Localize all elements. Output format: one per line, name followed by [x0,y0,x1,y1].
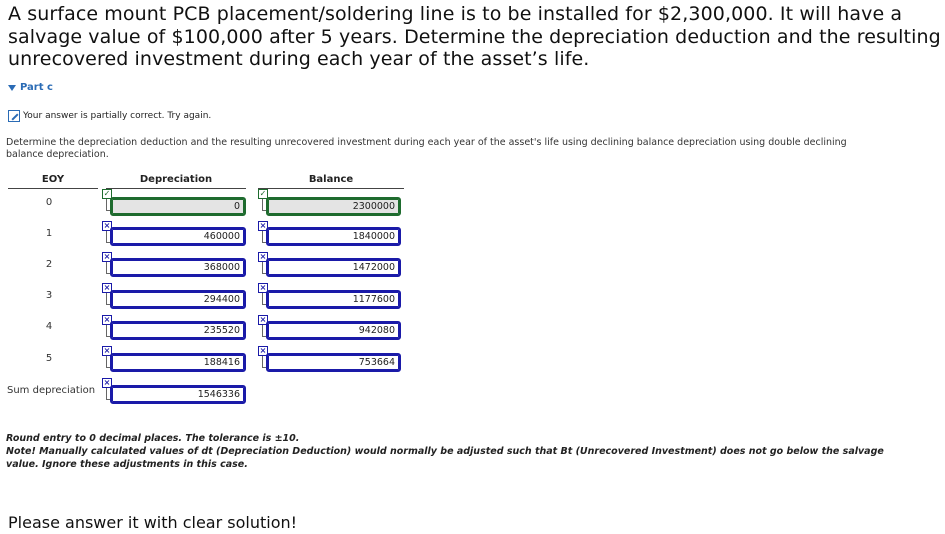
x-icon: × [259,346,267,355]
instructions: Determine the depreciation deduction and the resulting unrecovered investment during each year of the asset's life using declining balance depreciation using double declining balance depreciation. [6,137,847,160]
solution-request: Please answer it with clear solution! [8,513,298,532]
balance-input[interactable]: 1840000 [266,227,401,246]
x-icon: × [103,346,111,355]
eoy-label: 1 [45,228,53,239]
x-icon: × [259,252,267,261]
depreciation-input[interactable]: 368000 [110,258,246,277]
balance-input[interactable]: 1472000 [266,258,401,277]
eoy-label: 0 [45,197,53,208]
eoy-label: 4 [45,321,53,332]
balance-input[interactable]: 753664 [266,353,401,372]
question-text: A surface mount PCB placement/soldering line is to be installed for $2,300,000. It will have a salvage value of $100,000 after 5 years. Determine the depreciation deduction and the resulting unrecovered investment during each year of the asset’s life. [8,3,941,70]
x-icon: × [103,221,111,230]
part-label: Part c [20,82,53,93]
header-depreciation: Depreciation [106,174,246,189]
header-eoy: EOY [8,174,98,189]
sum-label: Sum depreciation [7,385,96,396]
depreciation-input[interactable]: 188416 [110,353,246,372]
x-icon: × [103,315,111,324]
check-icon: ✓ [103,189,111,198]
note-adjustment: Note! Manually calculated values of dt (Depreciation Deduction) would normally be adjusted such that Bt (Unrecovered Investment) does not go below the salvage value. Ignore these adjustments in this case. [6,446,884,470]
x-icon: × [103,283,111,292]
eoy-label: 5 [45,353,53,364]
x-icon: × [103,378,111,387]
sum-depreciation-input[interactable]: 1546336 [110,385,246,404]
header-balance: Balance [258,174,404,189]
eoy-label: 2 [45,259,53,270]
balance-input[interactable]: 1177600 [266,290,401,309]
rounding-note [6,432,906,471]
triangle-down-icon [8,85,16,91]
depreciation-input[interactable]: 460000 [110,227,246,246]
part-c-toggle[interactable] [8,82,53,93]
depreciation-input[interactable]: 0 [110,197,246,216]
balance-input[interactable]: 2300000 [266,197,401,216]
x-icon: × [259,221,267,230]
eoy-label: 3 [45,290,53,301]
status-text: Your answer is partially correct. Try again. [23,111,212,121]
balance-input[interactable]: 942080 [266,321,401,340]
x-icon: × [259,315,267,324]
x-icon: × [103,252,111,261]
check-icon: ✓ [259,189,267,198]
depreciation-input[interactable]: 235520 [110,321,246,340]
pencil-icon [8,110,20,122]
note-tolerance: Round entry to 0 decimal places. The tolerance is ±10. [6,433,300,444]
answer-status [8,110,211,122]
x-icon: × [259,283,267,292]
depreciation-input[interactable]: 294400 [110,290,246,309]
